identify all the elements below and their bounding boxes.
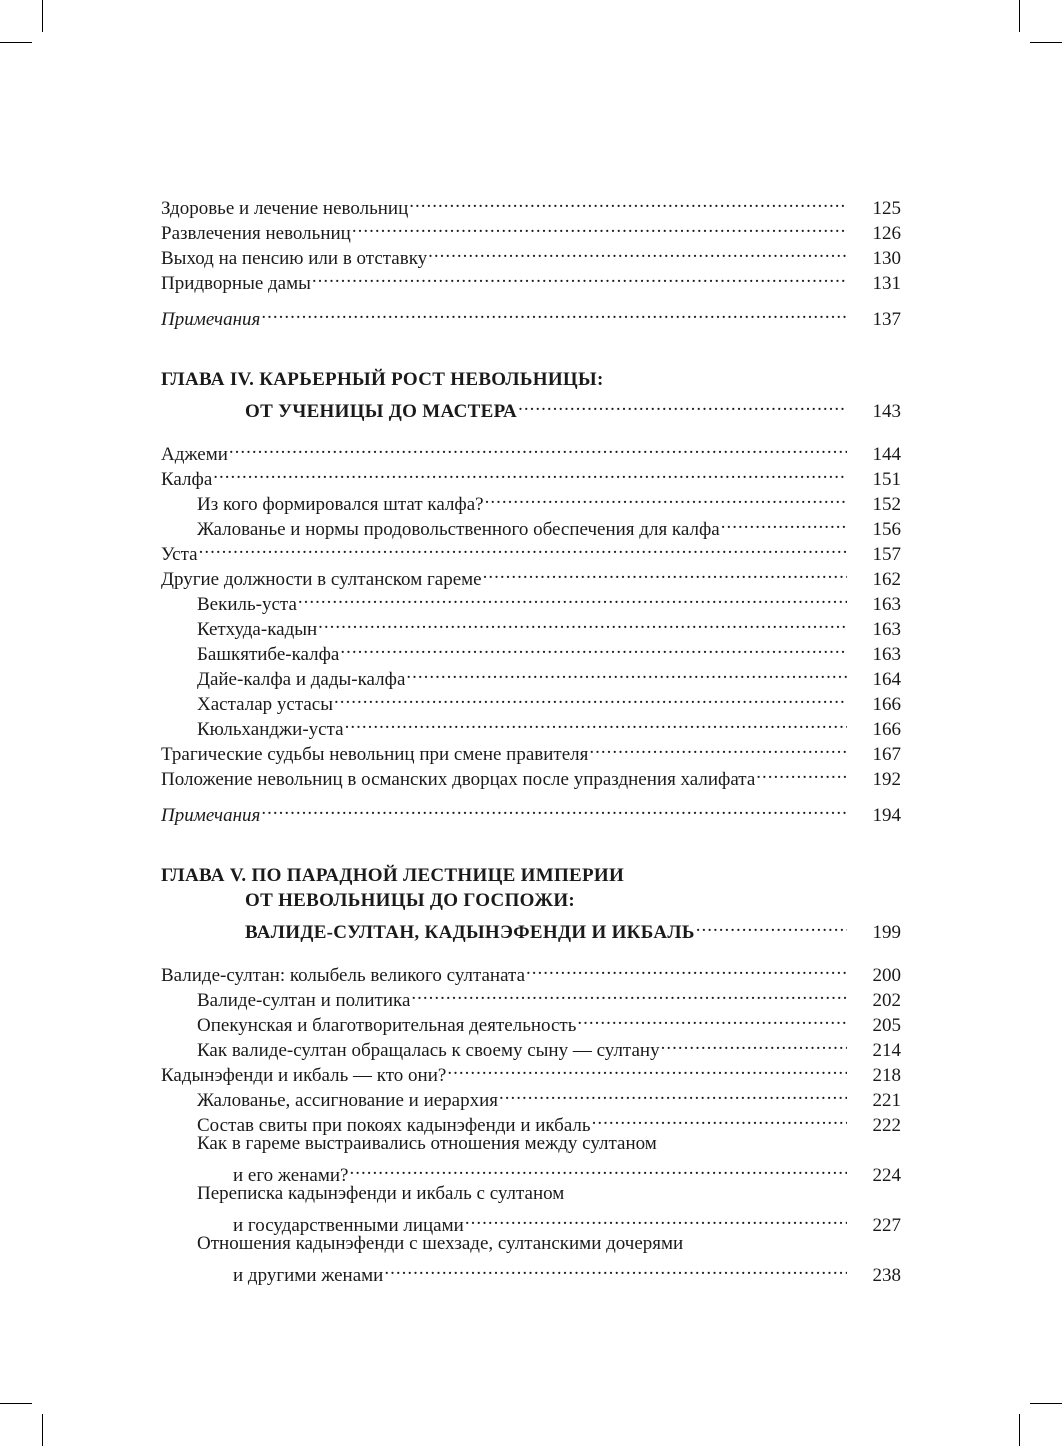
- table-of-contents: [161, 189, 901, 1286]
- toc-entry-title: Уста: [161, 544, 198, 565]
- crop-mark: [42, 0, 43, 32]
- toc-entry-title: Валиде-султан и политика: [197, 990, 411, 1011]
- toc-page-number: 166: [872, 719, 901, 740]
- chapter-heading-entry: [161, 913, 901, 943]
- toc-entry: [161, 956, 901, 986]
- toc-entry-title: Отношения кадынэфенди с шехзаде, султанскими дочерями: [197, 1233, 684, 1254]
- toc-page-number: 167: [872, 744, 901, 765]
- dot-leader: [660, 1031, 847, 1056]
- toc-entry-title-continuation: и другими женами: [233, 1265, 384, 1286]
- toc-page-number: 130: [872, 248, 901, 269]
- dot-leader: [446, 1056, 847, 1081]
- toc-entry-title: Из кого формировался штат калфа?: [197, 494, 484, 515]
- dot-leader: [755, 760, 847, 785]
- toc-entry-title: Примечания: [161, 309, 261, 330]
- toc-page-number: 162: [872, 569, 901, 590]
- toc-page-number: 222: [872, 1115, 901, 1136]
- dot-leader: [484, 485, 847, 510]
- dot-leader: [517, 392, 847, 417]
- dot-leader: [464, 1206, 847, 1231]
- toc-page-number: 218: [872, 1065, 901, 1086]
- dot-leader: [498, 1081, 847, 1106]
- chapter-heading: ГЛАВА IV. КАРЬЕРНЫЙ РОСТ НЕВОЛЬНИЦЫ:: [161, 369, 604, 390]
- toc-page-number: 192: [872, 769, 901, 790]
- toc-page-number: 163: [872, 644, 901, 665]
- dot-leader: [333, 685, 847, 710]
- toc-subentry-continuation: [161, 1156, 901, 1186]
- toc-entry-title: Развлечения невольниц: [161, 223, 351, 244]
- toc-entry-title: Состав свиты при покоях кадынэфенди и икбаль: [197, 1115, 591, 1136]
- toc-entry-title: Выход на пенсию или в отставку: [161, 248, 428, 269]
- toc-entry-title: Башкятибе-калфа: [197, 644, 340, 665]
- toc-entry-title: Хасталар устасы: [197, 694, 333, 715]
- dot-leader: [351, 214, 847, 239]
- chapter-heading: ГЛАВА V. ПО ПАРАДНОЙ ЛЕСТНИЦЕ ИМПЕРИИ: [161, 865, 625, 886]
- dot-leader: [260, 300, 847, 325]
- toc-page-number: 125: [872, 198, 901, 219]
- toc-page-number: 131: [872, 273, 901, 294]
- dot-leader: [427, 239, 847, 264]
- toc-entry: [161, 460, 901, 490]
- toc-entry-title: Переписка кадынэфенди и икбаль с султаном: [197, 1183, 565, 1204]
- toc-page-number: 205: [872, 1015, 901, 1036]
- toc-page-number: 163: [872, 619, 901, 640]
- toc-page-number: 202: [872, 990, 901, 1011]
- toc-entry-title: Калфа: [161, 469, 213, 490]
- crop-mark: [0, 1403, 32, 1404]
- toc-page-number: 194: [872, 805, 901, 826]
- toc-entry-title: Кюльханджи-уста: [197, 719, 344, 740]
- toc-entry-title: Другие должности в султанском гареме: [161, 569, 482, 590]
- toc-subentry-continuation: [161, 1256, 901, 1286]
- dot-leader: [198, 535, 847, 560]
- toc-entry-title: Здоровье и лечение невольниц: [161, 198, 409, 219]
- toc-entry-title: Жалованье, ассигнование и иерархия: [197, 1090, 499, 1111]
- dot-leader: [339, 635, 847, 660]
- dot-leader: [408, 189, 847, 214]
- toc-page-number: 126: [872, 223, 901, 244]
- toc-page-number: 199: [872, 922, 901, 943]
- dot-leader: [410, 981, 847, 1006]
- dot-leader: [383, 1256, 847, 1281]
- toc-page-number: 152: [872, 494, 901, 515]
- toc-subentry-continuation: [161, 1206, 901, 1236]
- dot-leader: [576, 1006, 847, 1031]
- toc-entry-title: Кетхуда-кадын: [197, 619, 318, 640]
- chapter-heading-entry: [161, 392, 901, 422]
- toc-entry-title: Валиде-султан: колыбель великого султаната: [161, 965, 526, 986]
- toc-entry-title: Дайе-калфа и дады-калфа: [197, 669, 406, 690]
- toc-entry-title: Трагические судьбы невольниц при смене правителя: [161, 744, 589, 765]
- toc-entry-title: Опекунская и благотворительная деятельность: [197, 1015, 577, 1036]
- toc-entry: [161, 560, 901, 590]
- toc-notes-entry: [161, 796, 901, 826]
- toc-page-number: 200: [872, 965, 901, 986]
- toc-page-number: 166: [872, 694, 901, 715]
- dot-leader: [348, 1156, 847, 1181]
- dot-leader: [260, 796, 847, 821]
- toc-entry: [161, 535, 901, 565]
- dot-leader: [720, 510, 847, 535]
- toc-entry-title: Как валиде-султан обращалась к своему сыну — султану: [197, 1040, 660, 1061]
- dot-leader: [482, 560, 847, 585]
- toc-page-number: 143: [872, 401, 901, 422]
- crop-mark: [1030, 42, 1062, 43]
- toc-entry-title-continuation: и его женами?: [233, 1165, 349, 1186]
- toc-page-number: 156: [872, 519, 901, 540]
- dot-leader: [344, 710, 847, 735]
- toc-page-number: 238: [872, 1265, 901, 1286]
- toc-entry-title: Примечания: [161, 805, 261, 826]
- crop-mark: [1019, 1414, 1020, 1446]
- chapter-heading-line: ВАЛИДЕ-СУЛТАН, КАДЫНЭФЕНДИ И ИКБАЛЬ: [245, 922, 695, 943]
- toc-entry-title: Положение невольниц в османских дворцах после упразднения халифата: [161, 769, 756, 790]
- toc-entry: [161, 435, 901, 465]
- dot-leader: [228, 435, 847, 460]
- dot-leader: [297, 585, 847, 610]
- crop-mark: [1019, 0, 1020, 32]
- toc-entry-title: Придворные дамы: [161, 273, 311, 294]
- toc-page-number: 214: [872, 1040, 901, 1061]
- toc-page-number: 164: [872, 669, 901, 690]
- dot-leader: [525, 956, 847, 981]
- toc-page-number: 144: [872, 444, 901, 465]
- chapter-heading-line: ОТ УЧЕНИЦЫ ДО МАСТЕРА: [245, 401, 518, 422]
- toc-entry-title: Жалованье и нормы продовольственного обеспечения для калфа: [197, 519, 720, 540]
- toc-entry-title-continuation: и государственными лицами: [233, 1215, 464, 1236]
- toc-entry-title: Кадынэфенди и икбаль — кто они?: [161, 1065, 447, 1086]
- dot-leader: [317, 610, 847, 635]
- dot-leader: [405, 660, 847, 685]
- chapter-heading-line: ОТ НЕВОЛЬНИЦЫ ДО ГОСПОЖИ:: [245, 890, 576, 911]
- toc-entry: [161, 189, 901, 219]
- crop-mark: [1030, 1403, 1062, 1404]
- toc-entry-title: Векиль-уста: [197, 594, 297, 615]
- toc-page-number: 157: [872, 544, 901, 565]
- dot-leader: [591, 1106, 847, 1131]
- dot-leader: [212, 460, 847, 485]
- toc-page-number: 137: [872, 309, 901, 330]
- crop-mark: [42, 1414, 43, 1446]
- toc-page-number: 163: [872, 594, 901, 615]
- dot-leader: [588, 735, 847, 760]
- toc-notes-entry: [161, 300, 901, 330]
- toc-page-number: 224: [872, 1165, 901, 1186]
- crop-mark: [0, 42, 32, 43]
- toc-entry-title: Аджеми: [161, 444, 228, 465]
- toc-subentry: [161, 485, 901, 515]
- toc-page-number: 221: [872, 1090, 901, 1111]
- toc-page-number: 151: [872, 469, 901, 490]
- dot-leader: [311, 264, 847, 289]
- toc-page-number: 227: [872, 1215, 901, 1236]
- dot-leader: [695, 913, 847, 938]
- toc-entry-title: Как в гареме выстраивались отношения между султаном: [197, 1133, 657, 1154]
